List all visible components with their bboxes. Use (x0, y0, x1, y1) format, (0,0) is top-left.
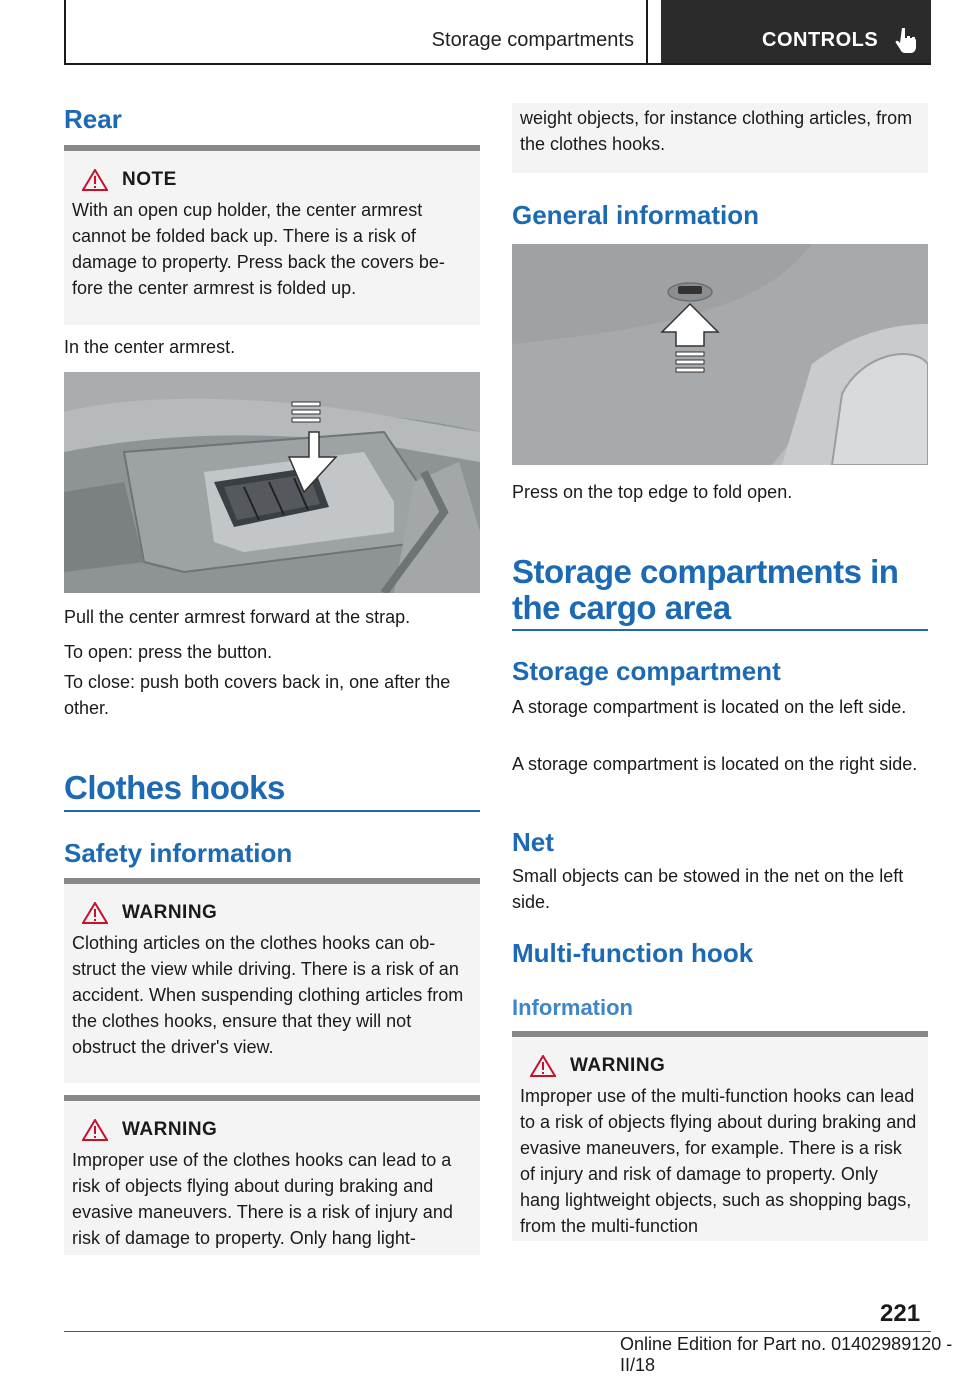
cargo-heading-line1: Storage compartments in (512, 553, 899, 590)
page-number: 221 (880, 1300, 921, 1327)
headliner-photo (512, 244, 928, 465)
clothes-hooks-heading: Clothes hooks (64, 769, 285, 806)
net-heading: Net (512, 827, 554, 857)
comp-left-text: A storage compartment is located on the left side. (512, 697, 907, 717)
warning-continuation-box (512, 103, 928, 173)
section-title: Storage compartments (431, 29, 634, 51)
safety-info-heading: Safety information (64, 838, 293, 868)
clothes-hooks-rule (64, 810, 480, 812)
warning-text: Clothing articles on the clothes hooks can ob- struct the view while driving. There is a risk of an accident. When suspending clothing articles from the clothes hooks, ensure that they will not obstruct the driver's view. (72, 933, 464, 1057)
footer-rule (64, 1331, 931, 1332)
armrest-intro: In the center armrest. (64, 337, 236, 357)
warning-text: Improper use of the clothes hooks can lead to a risk of objects flying about during braking and evasive maneuvers. There is a risk of injury and risk of damage to property. Only hang light- (72, 1150, 453, 1248)
warning-triangle-icon (82, 902, 108, 924)
rear-heading: Rear (64, 104, 122, 134)
cargo-rule (512, 629, 928, 631)
armrest-photo (64, 372, 480, 593)
pull-text: Pull the center armrest forward at the strap. (64, 607, 411, 627)
hand-pointer-icon (895, 26, 919, 54)
warning-title: WARNING (122, 1119, 218, 1140)
net-text: Small objects can be stowed in the net on the left side. (512, 866, 904, 912)
continuation-text: weight objects, for instance clothing articles, from the clothes hooks. (520, 108, 913, 154)
warning-box-1 (64, 878, 480, 1083)
note-box (64, 145, 480, 325)
footer-edition: Online Edition for Part no. 01402989120 - II/18 (620, 1334, 953, 1375)
header-section-box (64, 0, 648, 63)
storage-compartment-heading: Storage compartment (512, 656, 781, 686)
controls-tab[interactable] (661, 0, 931, 65)
warning-box-2 (64, 1095, 480, 1255)
warning-triangle-icon (82, 1119, 108, 1141)
warning-title: WARNING (122, 902, 218, 923)
cargo-heading-line2: the cargo area (512, 589, 731, 626)
warning-title: WARNING (570, 1055, 666, 1076)
armrest-illustration (64, 372, 480, 593)
general-info-heading: General information (512, 200, 760, 230)
note-text: With an open cup holder, the center armrest cannot be folded back up. There is a risk of damage to property. Press back the covers be- fore the center armrest is folded up. (72, 200, 445, 298)
open-text: To open: press the button. (64, 642, 273, 662)
warning-triangle-icon (530, 1055, 556, 1077)
multi-hook-heading: Multi-function hook (512, 938, 754, 968)
close-text: To close: push both covers back in, one after the other. (64, 672, 451, 718)
warning-text: Improper use of the multi-function hooks can lead to a risk of objects flying about during braking and evasive maneuvers, for example. There is a risk of injury and risk of damage to property. Only hang lightweight objects, such as shopping bags, from the multi-function (520, 1086, 917, 1236)
header-rule (64, 63, 931, 65)
comp-right-text: A storage compartment is located on the right side. (512, 754, 918, 774)
warning-box-3 (512, 1031, 928, 1241)
warning-triangle-icon (82, 169, 108, 191)
press-text: Press on the top edge to fold open. (512, 482, 793, 502)
note-title: NOTE (122, 169, 177, 190)
information-heading: Information (512, 995, 633, 1020)
headliner-illustration (512, 244, 928, 465)
controls-tab-label: CONTROLS (762, 29, 879, 51)
